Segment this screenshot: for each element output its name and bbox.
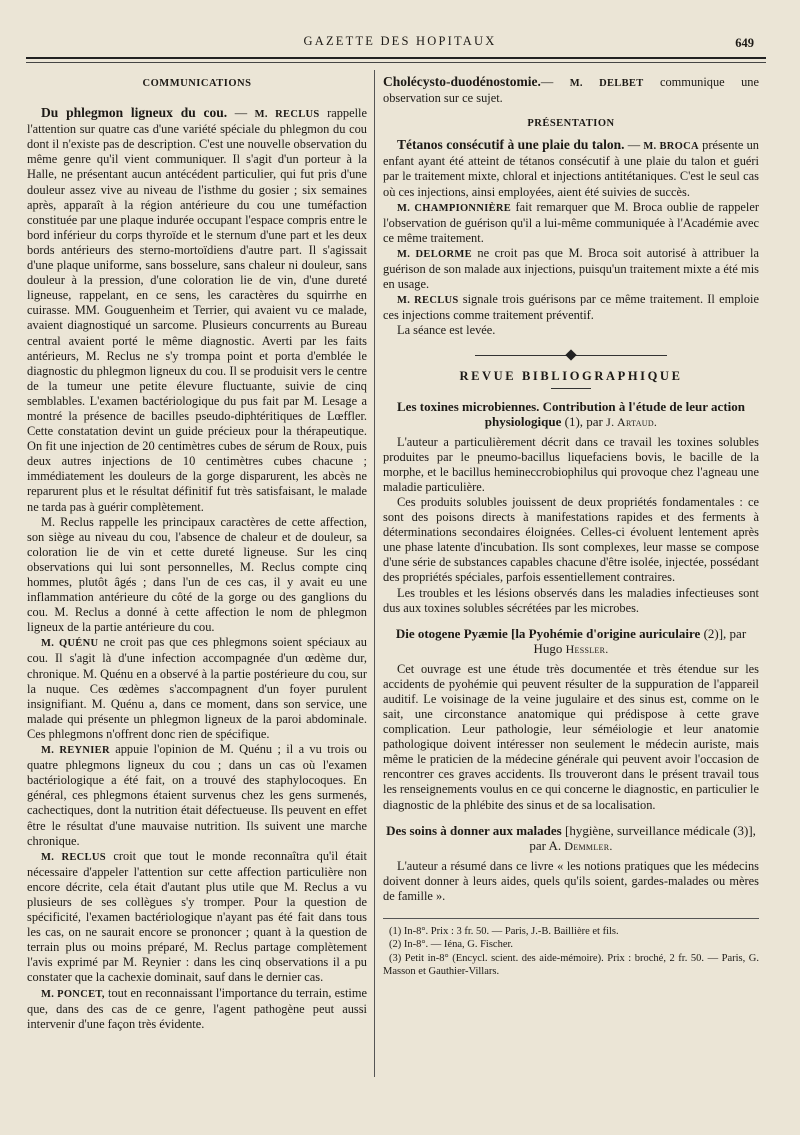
paragraph bbox=[27, 635, 367, 742]
footnotes bbox=[383, 918, 759, 979]
paragraph bbox=[383, 137, 759, 199]
book-author: Demmler. bbox=[564, 839, 613, 854]
paragraph bbox=[27, 742, 367, 849]
book-title-text: Die otogene Pyæmie [la Pyohémie d'origine auriculaire bbox=[395, 625, 701, 641]
section-title-presentation: PRÉSENTATION bbox=[527, 118, 615, 130]
paragraph-text: tout en reconnaissant l'importance du terrain, estime que, dans des cas de ce genre, l'agent pathogène peut aussi intervenir d'une façon très évidente. bbox=[27, 985, 367, 1031]
paragraph-text: ne croit pas que ces phlegmons soient spéciaux au cou. Il s'agit là d'une infection accompagnée d'un œdème dur, chronique. M. Quénu en a observé à la partie postérieure du cou, sur la nuque. Ces œdèmes s'accompagnent d'un foyer purulent insignifiant. M. Quénu a, dans ce moment, dans son service, une malade qui présente un phlegmon ligneux de la paroi abdominale. Ces phlegmons n'offrent donc rien de spécifique. bbox=[27, 635, 367, 741]
paragraph bbox=[383, 200, 759, 246]
book-title-text: Des soins à donner aux malades bbox=[386, 822, 562, 838]
diamond-icon bbox=[565, 349, 576, 360]
running-head bbox=[0, 34, 800, 50]
paragraph: La séance est levée. bbox=[397, 323, 496, 338]
dash: — bbox=[624, 138, 644, 153]
author-name: M. RECLUS bbox=[41, 851, 106, 863]
book-title bbox=[383, 399, 759, 431]
paragraph-text: communique une observation sur ce sujet. bbox=[383, 75, 759, 106]
paragraph: L'auteur a particulièrement décrit dans ce travail les toxines solubles produites par le pneumo-bacillus liquefaciens bovis, le bacille de la morphe, et le bacillus hemineccrobiophilus qui provoque chez l'agneau une maladie particulière. bbox=[383, 434, 759, 494]
paragraph: L'auteur a résumé dans ce livre « les notions pratiques que les médecins doivent donner à leurs aides, quels qu'ils soient, gardes-malades ou mères de famille ». bbox=[383, 858, 759, 903]
page-number: 649 bbox=[735, 36, 754, 50]
paragraph-text: signale trois guérisons par ce même traitement. Il emploie ces injections comme traitement préventif. bbox=[383, 292, 759, 323]
article-phlegmon bbox=[27, 105, 367, 515]
footnote: (3) Petit in-8° (Encycl. scient. des aide-mémoire). Prix : broché, 2 fr. 50. — Paris, G. Masson et Gauthier-Villars. bbox=[383, 952, 759, 978]
left-column bbox=[27, 70, 367, 1115]
article-title: Cholécysto-duodénostomie. bbox=[383, 74, 541, 89]
footnote: (1) In-8°. Prix : 3 fr. 50. — Paris, J.-B. Baillière et fils. bbox=[389, 925, 619, 937]
article-title: Du phlegmon ligneux du cou. bbox=[41, 105, 228, 121]
paragraph: Cet ouvrage est une étude très documentée et très étendue sur les accidents de pyohémie qui peuvent résulter de la suppuration de l'appareil auditif. Le voisinage de la veine jugulaire et des sinus est, comme on le sait, une circonstance anatomique qui prédispose à cette grave complication. Leur pathologie, leur séméiologie et leur anatomie pathologique doivent intéresser non seulement le médecin auriste, mais même le praticien de la médecine générale qui peuvent avoir l'occasion de rencontrer ces graves accidents. Ils trouveront dans le présent travail tous les renseignements voulus en ce qui concerne le diagnostic, en particulier le diagnostic de la phlébite des sinus et de sa localisation. bbox=[383, 661, 759, 812]
paragraph: Ces produits solubles jouissent de deux propriétés fondamentales : ce sont des poisons directs à manifestations rapides et des ferments à déterminations secondaires éloignées. Celles-ci évoluent lentement après une phase latente d'incubation. Ils sont complexes, leur masse se compose d'une série de substances capables chacune d'être isolée, injectée, possédant des propriétés spéciales, parfois essentiellement contraires. bbox=[383, 494, 759, 585]
running-title: GAZETTE DES HOPITAUX bbox=[303, 34, 497, 48]
paragraph bbox=[383, 246, 759, 292]
dash: — bbox=[227, 106, 255, 121]
paragraph-text: fait remarquer que M. Broca oublie de rappeler l'observation de guérison qu'il a lui-même communiquée à l'Académie avec ce même traitement. bbox=[383, 199, 759, 245]
paragraph bbox=[27, 986, 367, 1032]
paragraph bbox=[383, 74, 759, 106]
author-name: M. PONCET, bbox=[41, 988, 105, 1000]
book-author: J. Artaud. bbox=[606, 415, 658, 430]
footnote: (2) In-8°. — Iéna, G. Fischer. bbox=[389, 939, 514, 951]
footnote-ref: (2)], par Hugo bbox=[533, 625, 747, 657]
footnote-ref: [hygiène, surveillance médicale (3)], par A. bbox=[529, 822, 756, 854]
book-title-text: Les toxines microbiennes. Contribution à l'étude de leur action physiologique bbox=[397, 398, 745, 430]
paragraph-text: ne croit pas que M. Broca soit autorisé à attribuer la guérison de son malade aux injections, puisqu'un traitement mixte a été mis en usage. bbox=[383, 245, 759, 292]
footnote-ref: (1), par bbox=[561, 414, 607, 430]
author-name: M. QUÉNU bbox=[41, 638, 99, 650]
author-name: M. RECLUS bbox=[254, 109, 320, 121]
paragraph-text: présente un enfant ayant été atteint de tétanos consécutif à une plaie du talon et guéri par le traitement mixte, chloral et injections antitétaniques. C'est le seul cas où ces injections, ainsi employées, aient été suivies de succès. bbox=[383, 138, 759, 199]
book-title bbox=[383, 823, 759, 855]
article-title: Tétanos consécutif à une plaie du talon. bbox=[397, 137, 625, 153]
paragraph-text: appuie l'opinion de M. Quénu ; il a vu trois ou quatre phlegmons ligneux du cou ; dans un cas où l'examen bactériologique a été fait, on a trouvé des staphylocoques. En général, ces phlegmons étaient survenus chez les gens surmenés, cachectiques, dont la nutrition était défectueuse. Ils peuvent en effet être le résultat d'une mauvaise nutrition. Ils suivent une marche chronique. bbox=[27, 742, 367, 848]
column-divider bbox=[374, 70, 375, 1077]
right-column bbox=[383, 74, 759, 1115]
author-name: M. RECLUS bbox=[397, 295, 459, 307]
author-name: M. DELORME bbox=[397, 248, 472, 260]
dash: — bbox=[540, 75, 570, 89]
author-name: M. CHAMPIONNIÈRE bbox=[397, 202, 512, 214]
section-title-revue: REVUE BIBLIOGRAPHIQUE bbox=[459, 368, 683, 383]
author-name: M. BROCA bbox=[643, 141, 699, 153]
short-rule bbox=[551, 388, 591, 389]
paragraph: M. Reclus rappelle les principaux caractères de cette affection, son siège au niveau du cou, l'absence de chaleur et de douleur, sa coloration lie de vin et cette dureté ligneuse. Sur les cinq observations qui lui sont personnelles, M. Reclus compte cinq hommes, plutôt âgés ; dans l'un de ces cas, il y avait eu une inflammation antérieure du côté de la gorge ou des ganglions du cou. M. Reclus a donné à cette affection le nom de phlegmon ligneux de la partie antérieure du cou. bbox=[27, 514, 367, 635]
paragraph bbox=[27, 849, 367, 986]
book-title bbox=[383, 626, 759, 658]
paragraph-text: croit que tout le monde reconnaîtra qu'il était nécessaire d'appeler l'attention sur cette affection particulière non encore décrite, cela était d'autant plus utile que M. Reclus a vu plusieurs de ses collègues s'y tromper. Pour la question de spécificité, l'examen bactériologique n'ayant pas été fait dans tous les cas, on ne saurait encore se prononcer ; quant à la question de terrain plus ou moins préparé, M. Reclus partage complètement l'avis exprimé par M. Reynier : dans les cinq observations il a pu constater que la cachexie dominait, sauf dans le dernier cas. bbox=[27, 848, 367, 985]
paragraph-text: rappelle l'attention sur quatre cas d'une variété spéciale du phlegmon du cou dont il n'existe pas de description. C'est une nouvelle observation du même genre qu'il vient communiquer. Il s'agit d'un porteur à la Halle, ne présentant aucun antécédent particulier, qui fut pris d'une douleur assez vive au niveau de l'isthme du gosier ; six semaines après, apparaît à la région antérieure du cou une tuméfaction constituée par une plaque indurée occupant l'espace compris entre le bord inférieur du corps thyroïde et le sternum d'une part et les deux bords antérieurs des sterno-mortoïdiens d'autre part. Il s'agissait d'une plaque uniforme, sans bosselure, sans chaleur ni douleur, sans douleur à la pression, d'une coloration lie de vin, d'une dureté ligneuse, rappelant, en ce sens, les caractères du squirrhe en cuirasse. MM. Gouguenheim et Terrier, qui avaient vu ce malade, avaient diagnostiqué un sarcome. Plusieurs concurrents au Bureau central avaient porté le même diagnostic. Averti par les faits antérieurs, M. Reclus ne s'y trompa point et porta d'emblée le diagnostic du phlegmon ligneux du cou. Il se produisit vers le centre de la tumeur une petite élevure fluctuante, suivie de cinq semblables. L'examen bactériologique du pus fait par M. Lesage a montré la présence de bacilles pseudo-diphtéritiques de Lœffler. Cette constatation devint un guide précieux pour la thérapeutique. On fit une injection de 20 centimètres cubes de sérum de Roux, puis deux autres injections de 10 centimètres cubes chacune ; immédiatement les douleurs de la gorge disparurent, les abcès ne reparurent plus et le résultat définitif fut très satisfaisant, le malade ne tarda pas à guérir complètement. bbox=[27, 106, 367, 514]
author-name: M. DELBET bbox=[569, 78, 644, 89]
book-author: Hessler. bbox=[565, 642, 609, 657]
section-title-communications: COMMUNICATIONS bbox=[142, 78, 252, 89]
separator-ornament bbox=[383, 351, 759, 359]
paragraph: Les troubles et les lésions observés dans les maladies infectieuses sont dus aux toxines solubles sécrétées par les microbes. bbox=[383, 585, 759, 615]
paragraph bbox=[383, 292, 759, 323]
header-rule bbox=[26, 57, 766, 63]
author-name: M. REYNIER bbox=[41, 745, 110, 757]
